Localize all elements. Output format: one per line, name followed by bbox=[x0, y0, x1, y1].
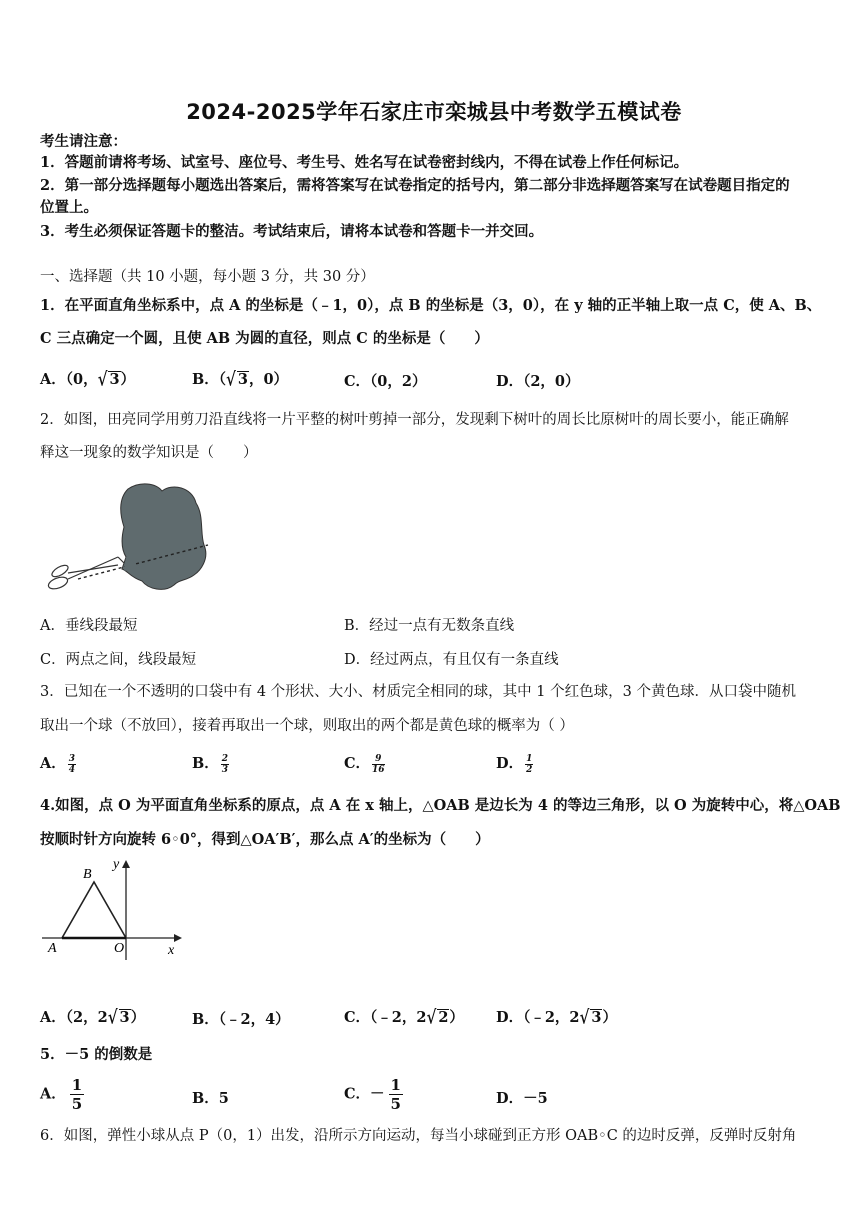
label-o: O bbox=[114, 941, 125, 956]
q3-option-d[interactable]: D． $\frac{1}{2}$ bbox=[496, 753, 533, 775]
label-x: x bbox=[168, 943, 175, 958]
q6-stem-line1: 6．如图，弹性小球从点 P（0，1）出发，沿所示方向运动，每当小球碰到正方形 OAB◦C 的边时反弹，反弹时反射角 bbox=[40, 1128, 797, 1144]
q1-stem-line2: C 三点确定一个圆，且使 AB 为圆的直径，则点 C 的坐标是（ ） bbox=[40, 330, 489, 347]
section-heading: 一、选择题（共 10 小题，每小题 3 分，共 30 分） bbox=[40, 269, 375, 285]
q4-option-a[interactable]: A．（2，2√ 3） bbox=[40, 1005, 146, 1029]
q3-option-b[interactable]: B． $\frac{2}{3}$ bbox=[192, 753, 229, 775]
q5-option-b[interactable]: B．5 bbox=[192, 1090, 229, 1107]
scissors-icon bbox=[47, 557, 124, 591]
q1-option-b[interactable]: B．（√ 3，0） bbox=[192, 367, 289, 391]
label-a: A bbox=[48, 941, 57, 956]
triangle-coordinate-figure bbox=[40, 852, 190, 962]
q1-option-a[interactable]: A．（0，√ 3） bbox=[40, 367, 136, 391]
q1-stem-line1: 1．在平面直角坐标系中，点 A 的坐标是（﹣1，0），点 B 的坐标是（3，0），在 y 轴的正半轴上取一点 C，使 A、B、 bbox=[40, 297, 822, 314]
q4-stem-line1: 4.如图，点 O 为平面直角坐标系的原点，点 A 在 x 轴上，△OAB 是边长为 4 的等边三角形，以 O 为旋转中心，将△OAB bbox=[40, 797, 841, 814]
label-b: B bbox=[83, 867, 92, 882]
q3-option-a[interactable]: A． $\frac{3}{4}$ bbox=[40, 753, 76, 775]
x-axis-arrow bbox=[174, 934, 182, 942]
leaf-shape bbox=[121, 484, 206, 589]
notice-heading: 考生请注意： bbox=[40, 133, 127, 150]
q2-option-b[interactable]: B．经过一点有无数条直线 bbox=[344, 618, 515, 634]
q4-option-c[interactable]: C．（﹣2，2√ 2） bbox=[344, 1005, 464, 1029]
q4-stem-line2: 按顺时针方向旋转 6◦0°，得到△OA′B′，那么点 A′的坐标为（ ） bbox=[40, 831, 490, 848]
q3-option-c[interactable]: C． $\frac{9}{16}$ bbox=[344, 753, 385, 775]
page-title: 2024-2025学年石家庄市栾城县中考数学五模试卷 bbox=[186, 100, 682, 124]
q1-option-d[interactable]: D．（2，0） bbox=[496, 373, 580, 390]
q2-option-d[interactable]: D．经过两点，有且仅有一条直线 bbox=[344, 652, 559, 668]
notice-item-2-cont: 位置上。 bbox=[40, 199, 98, 216]
q5-option-a[interactable]: A． $\frac{1}{5}$ bbox=[40, 1076, 83, 1113]
notice-item-3: 3．考生必须保证答题卡的整洁。考试结束后，请将本试卷和答题卡一并交回。 bbox=[40, 223, 544, 240]
q2-stem-line1: 2．如图，田亮同学用剪刀沿直线将一片平整的树叶剪掉一部分，发现剩下树叶的周长比原树叶的周长要小，能正确解 bbox=[40, 412, 789, 428]
q1-option-c[interactable]: C．（0，2） bbox=[344, 373, 427, 390]
q2-option-c[interactable]: C．两点之间，线段最短 bbox=[40, 652, 197, 668]
q5-option-d[interactable]: D．－5 bbox=[496, 1090, 548, 1107]
q4-option-d[interactable]: D．（﹣2，2√ 3） bbox=[496, 1005, 617, 1029]
q3-stem-line1: 3．已知在一个不透明的口袋中有 4 个形状、大小、材质完全相同的球，其中 1 个红色球，3 个黄色球．从口袋中随机 bbox=[40, 684, 796, 700]
q2-stem-line2: 释这一现象的数学知识是（ ） bbox=[40, 445, 258, 461]
y-axis-arrow bbox=[122, 860, 130, 868]
q5-option-c[interactable]: C．－ $\frac{1}{5}$ bbox=[344, 1076, 401, 1113]
q2-option-a[interactable]: A．垂线段最短 bbox=[40, 618, 138, 634]
label-y: y bbox=[113, 857, 120, 872]
leaf-scissors-figure bbox=[44, 475, 214, 605]
q3-stem-line2: 取出一个球（不放回），接着再取出一个球，则取出的两个都是黄色球的概率为（ ） bbox=[40, 718, 574, 734]
q4-option-b[interactable]: B．（﹣2，4） bbox=[192, 1011, 290, 1028]
q5-stem: 5．－5 的倒数是 bbox=[40, 1046, 153, 1063]
notice-item-1: 1．答题前请将考场、试室号、座位号、考生号、姓名写在试卷密封线内，不得在试卷上作任何标记。 bbox=[40, 154, 689, 171]
notice-item-2: 2．第一部分选择题每小题选出答案后，需将答案写在试卷指定的括号内，第二部分非选择题答案写在试卷题目指定的 bbox=[40, 177, 790, 194]
triangle-oab bbox=[62, 882, 126, 938]
